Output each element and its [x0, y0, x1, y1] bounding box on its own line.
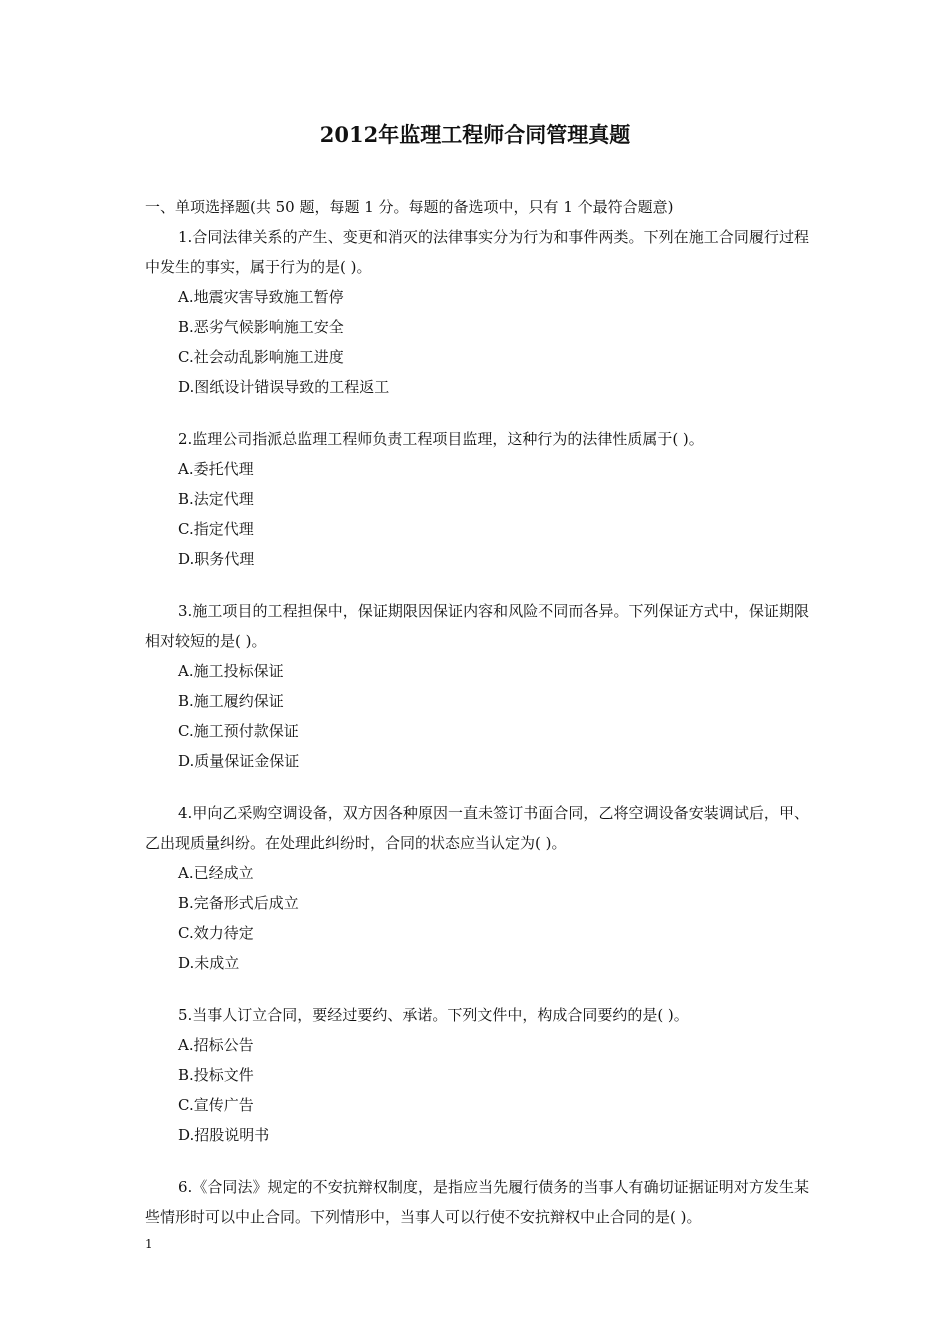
question-5-option-c: C.宣传广告	[178, 1096, 254, 1114]
question-3-option-a: A.施工投标保证	[178, 662, 284, 680]
question-4-option-c: C.效力待定	[178, 924, 254, 942]
question-2-stem: 2.监理公司指派总监理工程师负责工程项目监理，这种行为的法律性质属于( )。	[178, 430, 704, 448]
question-2-option-c: C.指定代理	[178, 520, 254, 538]
question-1-option-d: D.图纸设计错误导致的工程返工	[178, 378, 390, 396]
question-4-stem: 4.甲向乙采购空调设备，双方因各种原因一直未签订书面合同，乙将空调设备安装调试后，甲、乙出现质量纠纷。在处理此纠纷时，合同的状态应当认定为( )。	[145, 804, 809, 852]
question-3-option-c: C.施工预付款保证	[178, 722, 299, 740]
question-3-option-b: B.施工履约保证	[178, 692, 284, 710]
question-5-option-b: B.投标文件	[178, 1066, 254, 1084]
question-4-option-b: B.完备形式后成立	[178, 894, 299, 912]
question-4-option-a: A.已经成立	[178, 864, 254, 882]
section-heading: 一、单项选择题(共 50 题，每题 1 分。每题的备选项中，只有 1 个最符合题意)	[145, 198, 674, 216]
question-4-option-d: D.未成立	[178, 954, 240, 972]
question-5-option-a: A.招标公告	[178, 1036, 254, 1054]
page-number: 1	[145, 1237, 153, 1251]
question-6-stem: 6.《合同法》规定的不安抗辩权制度，是指应当先履行债务的当事人有确切证据证明对方发生某些情形时可以中止合同。下列情形中，当事人可以行使不安抗辩权中止合同的是( )。	[145, 1178, 809, 1226]
question-2-option-b: B.法定代理	[178, 490, 254, 508]
document-title: 2012年监理工程师合同管理真题	[319, 122, 631, 147]
question-2-option-a: A.委托代理	[178, 460, 254, 478]
question-2-option-d: D.职务代理	[178, 550, 255, 568]
question-3-option-d: D.质量保证金保证	[178, 752, 300, 770]
question-3-stem: 3.施工项目的工程担保中，保证期限因保证内容和风险不同而各异。下列保证方式中，保证期限相对较短的是( )。	[145, 602, 809, 650]
question-5-option-d: D.招股说明书	[178, 1126, 270, 1144]
question-1-stem: 1.合同法律关系的产生、变更和消灭的法律事实分为行为和事件两类。下列在施工合同履行过程中发生的事实，属于行为的是( )。	[145, 228, 809, 276]
question-5-stem: 5.当事人订立合同，要经过要约、承诺。下列文件中，构成合同要约的是( )。	[178, 1006, 689, 1024]
question-1-option-c: C.社会动乱影响施工进度	[178, 348, 344, 366]
question-1-option-b: B.恶劣气候影响施工安全	[178, 318, 344, 336]
question-1-option-a: A.地震灾害导致施工暂停	[178, 288, 344, 306]
